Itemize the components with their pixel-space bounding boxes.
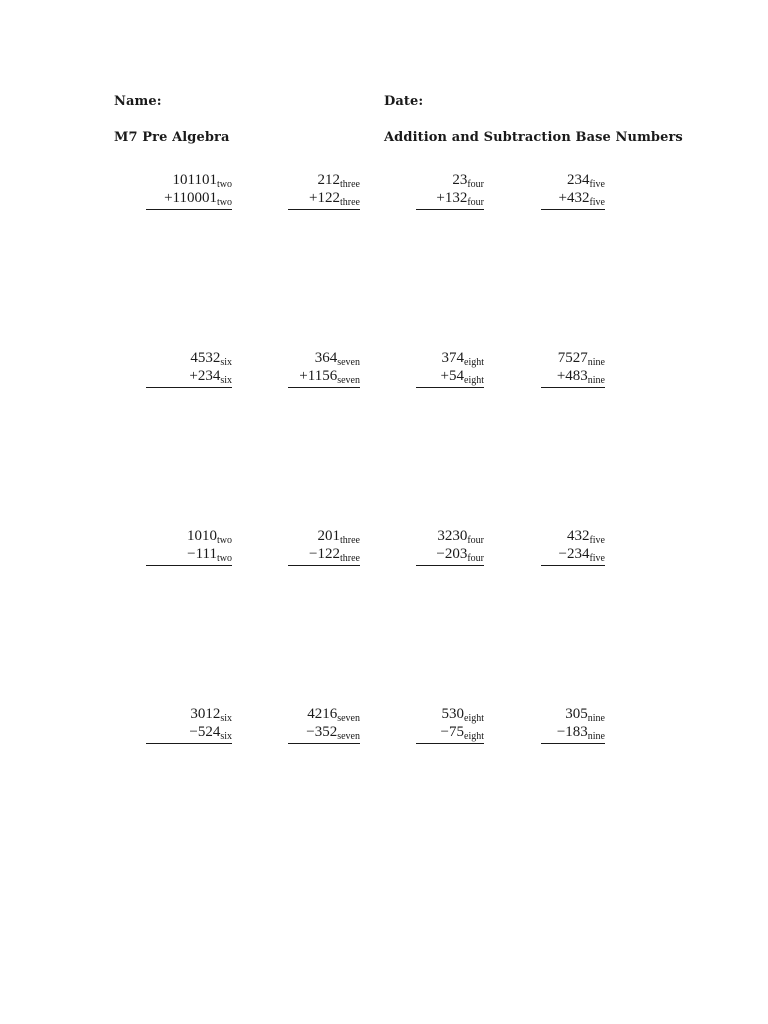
top-base: three bbox=[340, 535, 360, 546]
top-number bbox=[288, 527, 360, 545]
top-number bbox=[288, 349, 360, 367]
bottom-number bbox=[146, 545, 232, 566]
top-number bbox=[288, 705, 360, 723]
top-digits: 201 bbox=[317, 528, 340, 544]
operator: + bbox=[189, 368, 198, 384]
bottom-digits: 122 bbox=[317, 546, 340, 562]
top-number bbox=[146, 171, 232, 189]
bottom-digits: 432 bbox=[566, 190, 590, 206]
top-digits: 305 bbox=[565, 706, 588, 722]
top-number bbox=[416, 705, 484, 723]
bottom-digits: 122 bbox=[317, 190, 340, 206]
top-number bbox=[288, 171, 360, 189]
top-digits: 364 bbox=[314, 350, 338, 366]
worksheet-title: Addition and Subtraction Base Numbers bbox=[384, 130, 683, 145]
problem-4-2 bbox=[288, 705, 360, 744]
bottom-number bbox=[416, 367, 484, 388]
bottom-digits: 111 bbox=[195, 546, 217, 562]
bottom-base: three bbox=[340, 553, 360, 564]
top-base: eight bbox=[464, 357, 484, 368]
problem-2-3 bbox=[416, 349, 484, 388]
top-base: six bbox=[220, 357, 232, 368]
bottom-base: two bbox=[217, 197, 232, 208]
bottom-number bbox=[541, 367, 605, 388]
bottom-digits: 132 bbox=[444, 190, 468, 206]
bottom-digits: 110001 bbox=[172, 190, 217, 206]
problem-1-2 bbox=[288, 171, 360, 210]
operator: + bbox=[556, 368, 566, 384]
operator: − bbox=[556, 724, 566, 740]
top-digits: 3012 bbox=[190, 706, 221, 722]
top-number bbox=[416, 349, 484, 367]
bottom-number bbox=[288, 367, 360, 388]
top-digits: 3230 bbox=[437, 528, 468, 544]
top-digits: 432 bbox=[566, 528, 590, 544]
bottom-digits: 203 bbox=[444, 546, 468, 562]
bottom-base: seven bbox=[337, 731, 360, 742]
top-base: six bbox=[220, 713, 232, 724]
problem-2-4 bbox=[541, 349, 605, 388]
bottom-number bbox=[146, 723, 232, 744]
top-number bbox=[541, 527, 605, 545]
top-digits: 4216 bbox=[307, 706, 338, 722]
bottom-base: five bbox=[589, 197, 605, 208]
top-number bbox=[416, 171, 484, 189]
bottom-base: eight bbox=[464, 375, 484, 386]
problem-1-1 bbox=[146, 171, 232, 210]
top-base: two bbox=[217, 535, 232, 546]
bottom-base: six bbox=[220, 375, 232, 386]
top-base: two bbox=[217, 179, 232, 190]
bottom-digits: 54 bbox=[449, 368, 464, 384]
operator: + bbox=[164, 190, 173, 206]
bottom-base: six bbox=[220, 731, 232, 742]
top-digits: 101101 bbox=[172, 172, 217, 188]
bottom-digits: 234 bbox=[197, 368, 221, 384]
top-number bbox=[416, 527, 484, 545]
bottom-digits: 183 bbox=[565, 724, 588, 740]
operator: + bbox=[558, 190, 567, 206]
bottom-number bbox=[541, 723, 605, 744]
course-title: M7 Pre Algebra bbox=[114, 130, 230, 145]
problem-3-2 bbox=[288, 527, 360, 566]
bottom-number bbox=[146, 189, 232, 210]
problem-3-4 bbox=[541, 527, 605, 566]
top-base: nine bbox=[587, 357, 605, 368]
bottom-number bbox=[541, 545, 605, 566]
problem-1-4 bbox=[541, 171, 605, 210]
top-digits: 234 bbox=[566, 172, 590, 188]
problem-1-3 bbox=[416, 171, 484, 210]
top-base: eight bbox=[464, 713, 484, 724]
operator: + bbox=[436, 190, 445, 206]
top-digits: 1010 bbox=[187, 528, 217, 544]
bottom-number bbox=[541, 189, 605, 210]
top-digits: 530 bbox=[441, 706, 464, 722]
bottom-number bbox=[288, 723, 360, 744]
bottom-number bbox=[416, 723, 484, 744]
top-number bbox=[541, 171, 605, 189]
bottom-base: four bbox=[467, 197, 484, 208]
operator: − bbox=[187, 546, 196, 562]
bottom-digits: 1156 bbox=[307, 368, 338, 384]
top-base: seven bbox=[337, 713, 360, 724]
top-base: five bbox=[589, 179, 605, 190]
bottom-number bbox=[416, 545, 484, 566]
top-number bbox=[541, 349, 605, 367]
operator: − bbox=[558, 546, 567, 562]
operator: − bbox=[436, 546, 445, 562]
top-base: five bbox=[589, 535, 605, 546]
top-number bbox=[146, 527, 232, 545]
problem-2-2 bbox=[288, 349, 360, 388]
problem-4-4 bbox=[541, 705, 605, 744]
top-number bbox=[146, 705, 232, 723]
problem-4-3 bbox=[416, 705, 484, 744]
top-base: seven bbox=[337, 357, 360, 368]
operator: − bbox=[189, 724, 198, 740]
bottom-number bbox=[416, 189, 484, 210]
top-number bbox=[541, 705, 605, 723]
bottom-base: four bbox=[467, 553, 484, 564]
problem-3-3 bbox=[416, 527, 484, 566]
top-base: nine bbox=[587, 713, 605, 724]
top-digits: 212 bbox=[317, 172, 340, 188]
top-base: four bbox=[467, 535, 484, 546]
bottom-digits: 234 bbox=[566, 546, 590, 562]
bottom-base: two bbox=[217, 553, 232, 564]
top-digits: 4532 bbox=[190, 350, 221, 366]
top-base: three bbox=[340, 179, 360, 190]
bottom-digits: 352 bbox=[314, 724, 338, 740]
operator: − bbox=[306, 724, 315, 740]
bottom-digits: 524 bbox=[197, 724, 221, 740]
bottom-base: nine bbox=[587, 375, 605, 386]
operator: + bbox=[440, 368, 449, 384]
top-base: four bbox=[467, 179, 484, 190]
bottom-base: five bbox=[589, 553, 605, 564]
top-digits: 23 bbox=[452, 172, 468, 188]
operator: − bbox=[309, 546, 318, 562]
bottom-base: eight bbox=[464, 731, 484, 742]
bottom-digits: 75 bbox=[449, 724, 464, 740]
bottom-number bbox=[288, 545, 360, 566]
bottom-base: three bbox=[340, 197, 360, 208]
bottom-base: seven bbox=[337, 375, 360, 386]
problem-4-1 bbox=[146, 705, 232, 744]
bottom-number bbox=[288, 189, 360, 210]
problem-3-1 bbox=[146, 527, 232, 566]
operator: + bbox=[299, 368, 308, 384]
operator: − bbox=[440, 724, 449, 740]
top-digits: 374 bbox=[441, 350, 464, 366]
problem-2-1 bbox=[146, 349, 232, 388]
bottom-digits: 483 bbox=[565, 368, 588, 384]
top-digits: 7527 bbox=[557, 350, 588, 366]
bottom-base: nine bbox=[587, 731, 605, 742]
operator: + bbox=[309, 190, 318, 206]
top-number bbox=[146, 349, 232, 367]
bottom-number bbox=[146, 367, 232, 388]
date-label: Date: bbox=[384, 94, 424, 109]
name-label: Name: bbox=[114, 94, 162, 109]
